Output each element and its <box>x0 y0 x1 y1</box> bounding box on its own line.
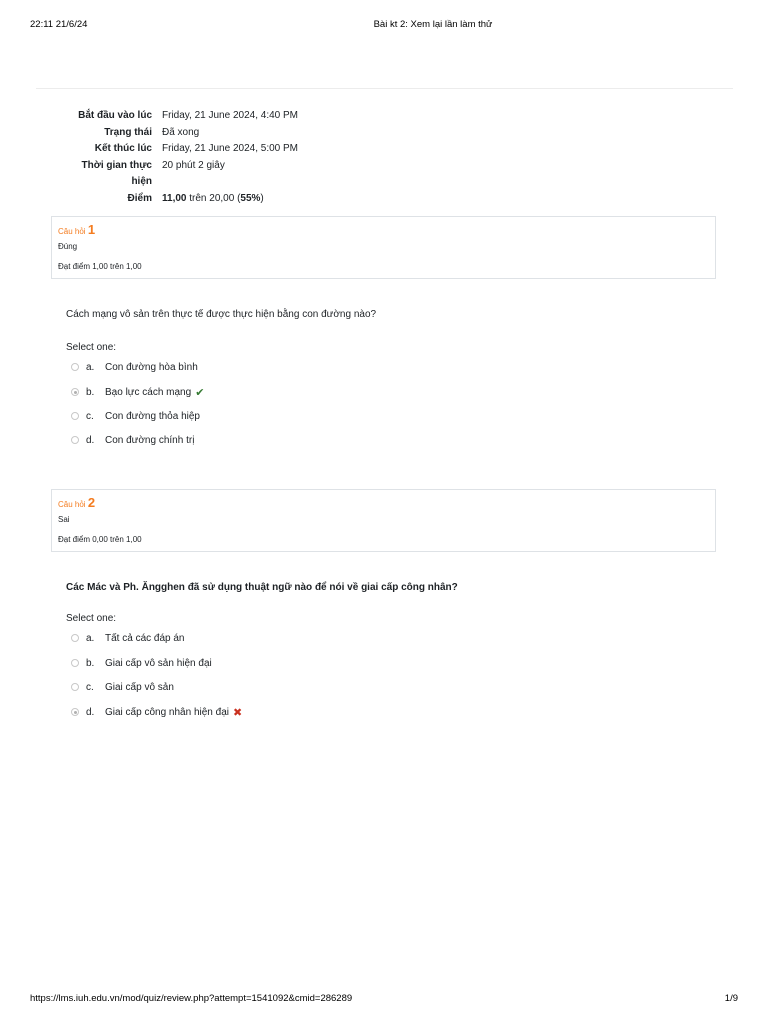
option-letter: b. <box>86 657 95 669</box>
completed-value: Friday, 21 June 2024, 5:00 PM <box>162 143 299 154</box>
question-label: Câu hỏi <box>58 227 86 236</box>
option-text: Con đường hòa bình <box>105 361 198 373</box>
radio-icon[interactable] <box>71 412 79 420</box>
summary-row-state <box>58 125 462 142</box>
q2-option-a[interactable] <box>71 631 185 645</box>
time-label-line1: Thời gian thực <box>81 159 152 171</box>
print-page-title: Bài kt 2: Xem lại lần làm thử <box>373 19 493 30</box>
started-value: Friday, 21 June 2024, 4:40 PM <box>162 110 299 121</box>
option-letter: b. <box>86 386 95 398</box>
option-letter: a. <box>86 632 95 644</box>
grade-label: Điểm <box>127 192 152 204</box>
question-2-info <box>51 489 716 552</box>
grade-mid: trên 20,00 ( <box>186 192 241 204</box>
question-1-grade: Đạt điểm 1,00 trên 1,00 <box>58 262 142 271</box>
checkmark-icon: ✔ <box>195 386 205 399</box>
option-text: Tất cả các đáp án <box>105 632 185 644</box>
page-url: https://lms.iuh.edu.vn/mod/quiz/review.php?attempt=1541092&cmid=286289 <box>30 993 353 1004</box>
option-letter: c. <box>86 681 94 693</box>
cross-icon: ✖ <box>232 706 243 719</box>
question-label: Câu hỏi <box>58 500 86 509</box>
divider <box>36 88 733 89</box>
summary-row-started <box>58 108 462 125</box>
grade-value <box>162 191 462 208</box>
question-2-prompt: Select one: <box>66 613 117 624</box>
option-text: Bạo lực cách mạng <box>105 386 192 398</box>
q1-option-c[interactable] <box>71 409 200 423</box>
question-1-info <box>51 216 716 279</box>
question-2-text: Các Mác và Ph. Ăngghen đã sử dụng thuật ngữ nào để nói về giai cấp công nhân? <box>66 582 458 593</box>
q2-option-c[interactable] <box>71 680 174 694</box>
grade-score: 11,00 <box>162 192 187 204</box>
option-text: Giai cấp công nhân hiện đại <box>105 706 229 718</box>
option-text: Giai cấp vô sản <box>105 681 174 693</box>
question-1-prompt: Select one: <box>66 342 117 353</box>
option-text: Con đường thỏa hiệp <box>105 410 200 422</box>
print-timestamp: 22:11 21/6/24 <box>30 19 88 30</box>
radio-icon[interactable] <box>71 634 79 642</box>
question-number: 2 <box>87 495 96 510</box>
completed-label: Kết thúc lúc <box>94 143 152 154</box>
option-letter: d. <box>86 434 95 446</box>
radio-icon[interactable] <box>71 659 79 667</box>
question-1-state: Đúng <box>58 242 78 251</box>
print-header <box>0 19 768 33</box>
page-number: 1/9 <box>724 993 738 1004</box>
option-text: Giai cấp vô sản hiện đại <box>105 657 212 669</box>
question-2-grade: Đạt điểm 0,00 trên 1,00 <box>58 535 142 544</box>
time-taken-label <box>58 158 162 191</box>
started-label: Bắt đầu vào lúc <box>78 110 152 121</box>
q1-option-d[interactable] <box>71 433 194 447</box>
radio-icon[interactable] <box>71 683 79 691</box>
option-letter: a. <box>86 361 95 373</box>
question-1-number <box>58 222 95 237</box>
option-letter: c. <box>86 410 94 422</box>
q2-option-d[interactable] <box>71 705 242 719</box>
radio-selected-icon[interactable] <box>71 388 79 396</box>
q1-option-b[interactable] <box>71 385 204 399</box>
attempt-summary-table <box>58 108 462 207</box>
question-number: 1 <box>87 222 96 237</box>
state-label: Trạng thái <box>104 126 152 138</box>
option-text: Con đường chính trị <box>105 434 195 446</box>
grade-end: ) <box>260 192 264 204</box>
time-taken-value: 20 phút 2 giây <box>162 159 225 171</box>
grade-percent: 55% <box>240 192 261 204</box>
state-value: Đã xong <box>162 126 200 138</box>
summary-row-grade <box>58 191 462 208</box>
question-2-number <box>58 495 95 510</box>
radio-selected-icon[interactable] <box>71 708 79 716</box>
option-letter: d. <box>86 706 95 718</box>
radio-icon[interactable] <box>71 436 79 444</box>
question-1-text: Cách mạng vô sản trên thực tế được thực hiện bằng con đường nào? <box>66 309 377 320</box>
radio-icon[interactable] <box>71 363 79 371</box>
q2-option-b[interactable] <box>71 656 212 670</box>
question-2-state: Sai <box>58 515 70 524</box>
q1-option-a[interactable] <box>71 360 198 374</box>
summary-row-completed <box>58 141 462 158</box>
time-label-line2: hiện <box>131 176 152 187</box>
summary-row-time <box>58 158 462 191</box>
